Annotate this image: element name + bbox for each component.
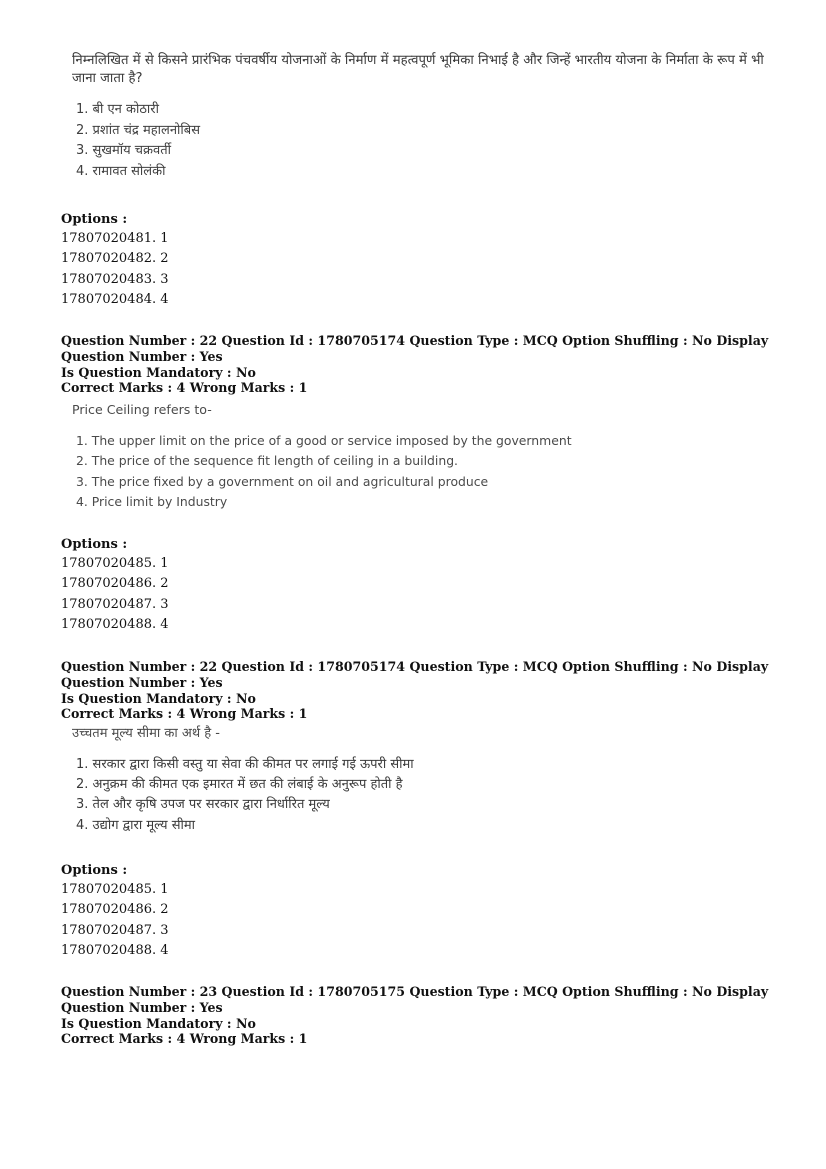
option-id: 17807020487. 3 bbox=[61, 922, 169, 938]
option-id: 17807020485. 1 bbox=[61, 556, 169, 571]
meta-line: Is Question Mandatory : No bbox=[61, 690, 256, 706]
options-block-q22-hi bbox=[61, 862, 781, 962]
marks-line: Correct Marks : 4 Wrong Marks : 1 bbox=[61, 1031, 308, 1047]
question-meta-q22-en bbox=[61, 333, 781, 396]
meta-line: Question Number : 23 Question Id : 1780705175 Question Type : MCQ Option Shuffling : No Display Question Number : Yes bbox=[61, 984, 769, 1015]
choice-item: 4. उद्योग द्वारा मूल्य सीमा bbox=[76, 817, 196, 833]
question-22-image-en bbox=[72, 401, 784, 513]
choice-item: 3. सुखमॉय चक्रवर्ती bbox=[76, 143, 172, 158]
choice-item: 2. अनुक्रम की कीमत एक इमारत में छत की लंबाई के अनुरूप होती है bbox=[76, 777, 403, 793]
option-id: 17807020485. 1 bbox=[61, 882, 169, 897]
question-stem: निम्नलिखित में से किसने प्रारंभिक पंचवर्षीय योजनाओं के निर्माण में महत्वपूर्ण भूमिका निभाई है और जिन्हें भारतीय योजना के निर्माता के रूप में भी जाना जाता है? bbox=[72, 53, 764, 86]
choice-item: 1. The upper limit on the price of a good or service imposed by the government bbox=[76, 433, 572, 448]
choice-item: 3. तेल और कृषि उपज पर सरकार द्वारा निर्धारित मूल्य bbox=[76, 797, 330, 813]
options-label: Options : bbox=[61, 212, 128, 227]
choice-item: 2. प्रशांत चंद्र महालनोबिस bbox=[76, 122, 200, 138]
choice-item: 1. सरकार द्वारा किसी वस्तु या सेवा की कीमत पर लगाई गई ऊपरी सीमा bbox=[76, 757, 414, 772]
option-id: 17807020488. 4 bbox=[61, 943, 169, 959]
options-block-q21 bbox=[61, 211, 781, 311]
marks-line: Correct Marks : 4 Wrong Marks : 1 bbox=[61, 706, 308, 722]
option-id: 17807020488. 4 bbox=[61, 617, 169, 633]
choice-item: 1. बी एन कोठारी bbox=[76, 102, 159, 117]
choice-item: 3. The price fixed by a government on oil and agricultural produce bbox=[76, 473, 489, 489]
options-block-q22-en bbox=[61, 536, 781, 636]
option-id: 17807020487. 3 bbox=[61, 596, 169, 612]
choice-item: 2. The price of the sequence fit length of ceiling in a building. bbox=[76, 453, 458, 469]
option-id: 17807020483. 3 bbox=[61, 271, 169, 287]
choice-item: 4. Price limit by Industry bbox=[76, 494, 228, 510]
option-id: 17807020486. 2 bbox=[61, 902, 169, 918]
question-meta-q22-hi bbox=[61, 659, 781, 722]
choice-item: 4. रामावत सोलंकी bbox=[76, 163, 166, 179]
options-label: Options : bbox=[61, 863, 128, 878]
option-id: 17807020486. 2 bbox=[61, 576, 169, 592]
question-meta-q23 bbox=[61, 984, 781, 1047]
option-id: 17807020482. 2 bbox=[61, 251, 169, 267]
meta-line: Question Number : 22 Question Id : 1780705174 Question Type : MCQ Option Shuffling : No Display Question Number : Yes bbox=[61, 333, 769, 364]
meta-line: Is Question Mandatory : No bbox=[61, 1015, 256, 1031]
choice-list bbox=[76, 431, 784, 513]
options-label: Options : bbox=[61, 537, 128, 552]
marks-line: Correct Marks : 4 Wrong Marks : 1 bbox=[61, 380, 308, 396]
choice-list bbox=[76, 100, 784, 182]
question-stem: उच्चतम मूल्य सीमा का अर्थ है - bbox=[72, 726, 220, 741]
meta-line: Question Number : 22 Question Id : 1780705174 Question Type : MCQ Option Shuffling : No Display Question Number : Yes bbox=[61, 659, 769, 690]
question-22-image-hi bbox=[72, 725, 784, 836]
option-id: 17807020484. 4 bbox=[61, 292, 169, 308]
question-stem: Price Ceiling refers to- bbox=[72, 402, 212, 417]
option-id: 17807020481. 1 bbox=[61, 231, 169, 246]
question-21-image bbox=[72, 52, 784, 182]
choice-list bbox=[76, 755, 784, 836]
meta-line: Is Question Mandatory : No bbox=[61, 364, 256, 380]
